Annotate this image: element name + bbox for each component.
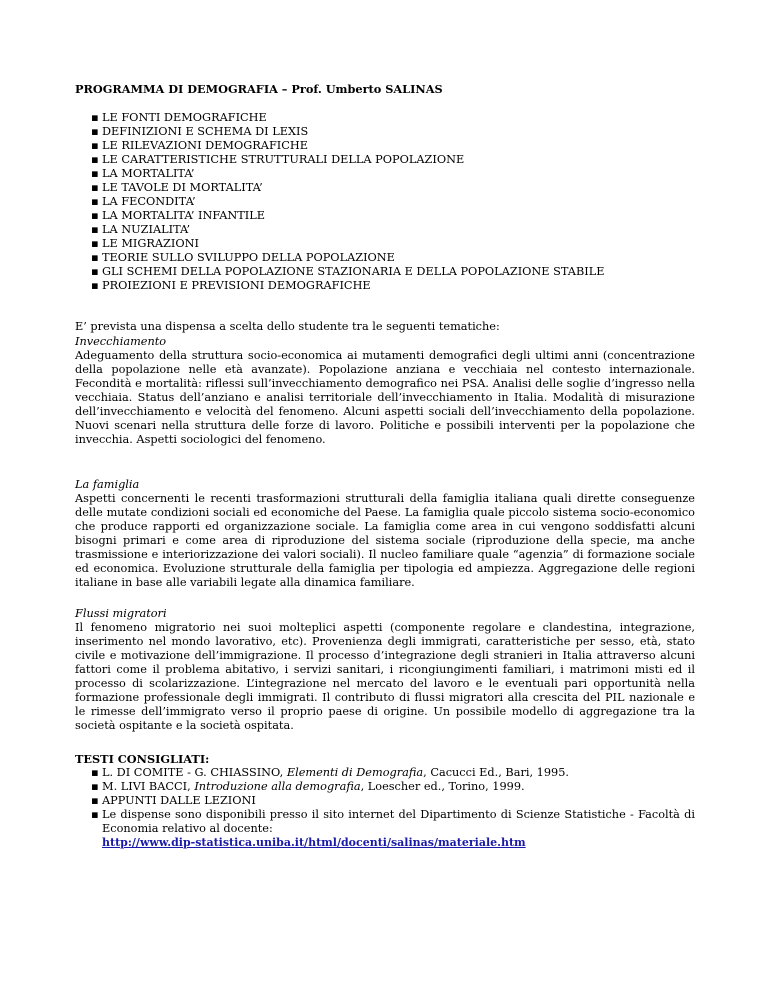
bullet-icon: ▪ [91,125,99,138]
materiale-link[interactable]: http://www.dip-statistica.uniba.it/html/docenti/salinas/materiale.htm [102,836,526,849]
bullet-icon: ▪ [91,237,99,250]
list-item: ▪ Le dispense sono disponibili presso il sito internet del Dipartimento di Scienze Statistiche - Facoltà di Economia relativo al docente: http://www.dip-statistica.uniba.it/html/docenti/salinas/materiale.htm [91,808,695,849]
bullet-icon: ▪ [91,195,99,208]
list-item: ▪ LE CARATTERISTICHE STRUTTURALI DELLA POPOLAZIONE [91,153,465,166]
book-title: Elementi di Demografia [286,766,424,779]
bullet-icon: ▪ [91,209,99,222]
bullet-icon: ▪ [91,766,99,779]
list-item: ▪ LA FECONDITA’ [91,195,196,208]
list-item: ▪ LE RILEVAZIONI DEMOGRAFICHE [91,139,308,152]
section-body: Adeguamento della struttura socio-economica ai mutamenti demografici degli ultimi anni (concentrazione della popolazione nelle età avanzate). Popolazione anziana e vecchiaia nel contesto internazionale. Fecondità e mortalità: riflessi sull’invecchiamento demografico nei PSA. Analisi delle soglie d’ingresso nella vecchiaia. Status dell’anziano e analisi territoriale dell’invecchiamento in Italia. Modalità di misurazione dell’invecchiamento e velocità del fenomeno. Alcuni aspetti sociali dell’invecchiamento della popolazione. Nuovi scenari nella struttura delle forze di lavoro. Politiche e possibili interventi per la popolazione che invecchia. Aspetti sociologici del fenomeno. [75,349,695,446]
section-heading: La famiglia [75,478,140,491]
list-item: ▪ LA MORTALITA’ INFANTILE [91,209,266,222]
list-item: ▪ LE MIGRAZIONI [91,237,199,250]
list-item: ▪ LA MORTALITA’ [91,167,195,180]
bullet-icon: ▪ [91,794,99,807]
section-body: Aspetti concernenti le recenti trasformazioni strutturali della famiglia italiana quali dirette conseguenze delle mutate condizioni sociali ed economiche del Paese. La famiglia quale piccolo sistema socio-economico che produce rapporti ed organizzazione sociale. La famiglia come area in cui vengono soddisfatti alcuni bisogni primari e come area di riproduzione del sistema sociale (riproduzione della specie, ma anche trasmissione e interiorizzazione dei valori sociali). Il nucleo familiare quale “agenzia” di formazione sociale ed economica. Evoluzione strutturale della famiglia per tipologia ed ampiezza. Aggregazione delle regioni italiane in base alle variabili legate alla dinamica familiare. [75,492,695,589]
bullet-icon: ▪ [91,780,99,793]
book-title: Introduzione alla demografia [194,780,361,793]
bullet-icon: ▪ [91,181,99,194]
list-item: ▪ APPUNTI DALLE LEZIONI [91,794,256,807]
bullet-icon: ▪ [91,139,99,152]
list-item: ▪ LA NUZIALITA’ [91,223,191,236]
page-title: PROGRAMMA DI DEMOGRAFIA – Prof. Umberto SALINAS [75,82,443,96]
intro-text: E’ prevista una dispensa a scelta dello studente tra le seguenti tematiche: [75,320,500,333]
bullet-icon: ▪ [91,167,99,180]
bullet-icon: ▪ [91,808,99,821]
list-item: ▪ GLI SCHEMI DELLA POPOLAZIONE STAZIONARIA E DELLA POPOLAZIONE STABILE [91,265,605,278]
bibliography-heading: TESTI CONSIGLIATI: [75,752,210,766]
section-body: Il fenomeno migratorio nei suoi molteplici aspetti (componente regolare e clandestina, integrazione, inserimento nel mondo lavorativo, etc). Provenienza degli immigrati, caratteristiche per sesso, età, stato civile e motivazione dell’immigrazione. Il processo d’integrazione degli stranieri in Italia attraverso alcuni fattori come il problema abitativo, i servizi sanitari, i ricongiungimenti familiari, i matrimoni misti ed il processo di scolarizzazione. L’integrazione nel mercato del lavoro e le eventuali pari opportunità nella formazione professionale degli immigrati. Il contributo di flussi migratori alla crescita del PIL nazionale e le rimesse dell’immigrato verso il proprio paese di origine. Un possibile modello di aggregazione tra la società ospitante e la società ospitata. [75,621,695,732]
section-heading: Invecchiamento [75,335,167,348]
bullet-icon: ▪ [91,279,99,292]
bullet-icon: ▪ [91,111,99,124]
section-flussi-migratori [75,607,695,733]
list-item: ▪ LE TAVOLE DI MORTALITA’ [91,181,263,194]
topics-list [75,111,695,293]
list-item: ▪ PROIEZIONI E PREVISIONI DEMOGRAFICHE [91,279,371,292]
list-item: ▪ TEORIE SULLO SVILUPPO DELLA POPOLAZIONE [91,251,395,264]
bullet-icon: ▪ [91,265,99,278]
bullet-icon: ▪ [91,251,99,264]
list-item: ▪ LE FONTI DEMOGRAFICHE [91,111,267,124]
list-item: ▪ DEFINIZIONI E SCHEMA DI LEXIS [91,125,309,138]
bibliography-list [75,766,695,850]
bullet-icon: ▪ [91,223,99,236]
list-item: ▪ M. LIVI BACCI, Introduzione alla demografia, Loescher ed., Torino, 1999. [91,780,525,793]
bullet-icon: ▪ [91,153,99,166]
section-famiglia [75,478,695,590]
section-invecchiamento [75,335,695,447]
list-item: ▪ L. DI COMITE - G. CHIASSINO, Elementi di Demografia, Cacucci Ed., Bari, 1995. [91,766,569,779]
section-heading: Flussi migratori [75,607,167,620]
